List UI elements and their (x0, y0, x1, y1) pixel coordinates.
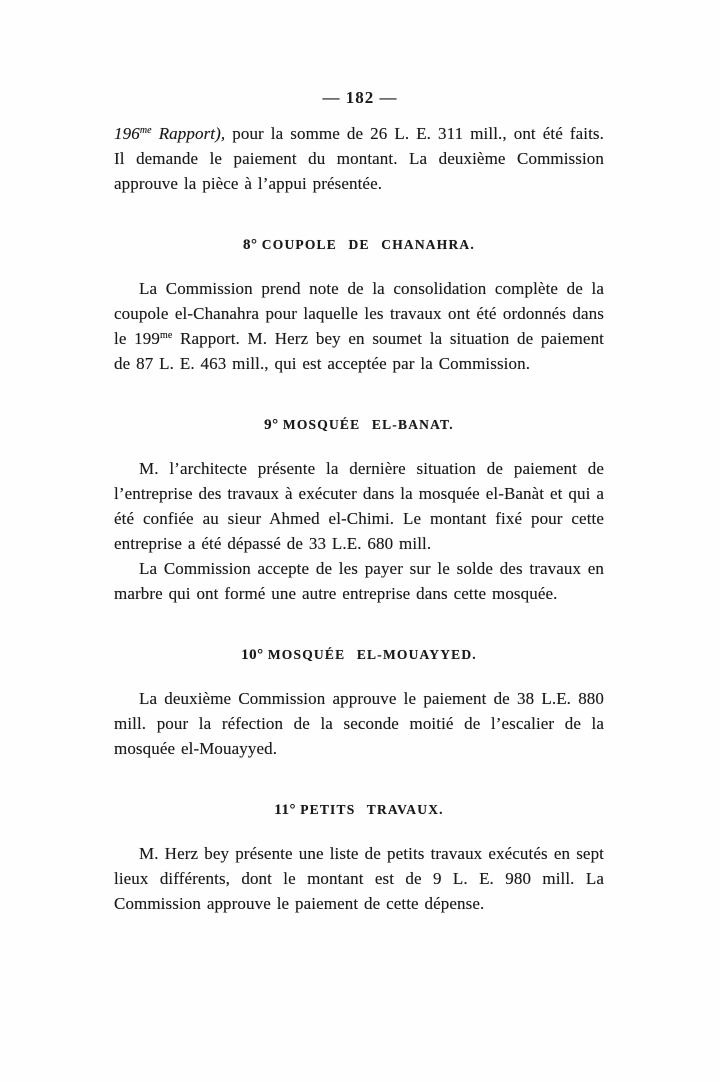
section-heading (114, 236, 604, 254)
text-segment: M. l’architecte présente la dernière situation de paiement de l’entreprise des travaux à exécuter dans la mosquée el-Banàt et qui a été confiée au sieur Ahmed el-Chimi. Le montant fixé pour cette entreprise a été dépassé de 33 L.E. 680 mill. (114, 459, 604, 553)
text-segment: Rapport), (151, 124, 226, 143)
paragraph (114, 276, 604, 376)
text-segment: me (159, 330, 173, 341)
text-segment: me (139, 125, 152, 136)
text-segment: pour la somme de 26 L. E. 311 mill., ont été faits. Il demande le paiement du montant. La deuxième Commission approuve la pièce à l’appui présentée. (114, 124, 604, 193)
section-title: PETITS TRAVAUX. (300, 802, 444, 817)
section-number: 11° (274, 802, 301, 818)
section-number: 10° (241, 647, 268, 663)
text-segment: Rapport. M. Herz bey en soumet la situation de paiement de 87 L. E. 463 mill., qui est acceptée par la Commission. (114, 329, 604, 373)
section-number: 9° (264, 417, 283, 433)
paragraph (114, 121, 604, 196)
text-segment: La deuxième Commission approuve le paiement de 38 L.E. 880 mill. pour la réfection de la seconde moitié de l’escalier de la mosquée el-Mouayyed. (114, 689, 604, 758)
section-heading (114, 416, 604, 434)
section-heading (114, 646, 604, 664)
section-heading (114, 801, 604, 819)
page-body (114, 121, 604, 916)
text-segment: La Commission prend note de la consolidation complète de la coupole el-Chanahra pour laquelle les travaux ont été ordonnés dans le 199 (114, 279, 604, 348)
text-segment: 196 (114, 124, 140, 143)
text-segment: La Commission accepte de les payer sur le solde des travaux en marbre qui ont formé une autre entreprise dans cette mosquée. (114, 559, 604, 603)
page-number: — 182 — (322, 88, 398, 107)
paragraph (114, 456, 604, 556)
paragraph (114, 841, 604, 916)
section-title: COUPOLE DE CHANAHRA. (261, 237, 475, 252)
paragraph (114, 556, 604, 606)
section-title: MOSQUÉE EL-BANAT. (282, 417, 454, 432)
text-segment: M. Herz bey présente une liste de petits travaux exécutés en sept lieux différents, dont le montant est de 9 L. E. 980 mill. La Commission approuve le paiement de cette dépense. (114, 844, 604, 913)
paragraph (114, 686, 604, 761)
section-number: 8° (243, 237, 262, 253)
section-title: MOSQUÉE EL-MOUAYYED. (267, 647, 477, 662)
